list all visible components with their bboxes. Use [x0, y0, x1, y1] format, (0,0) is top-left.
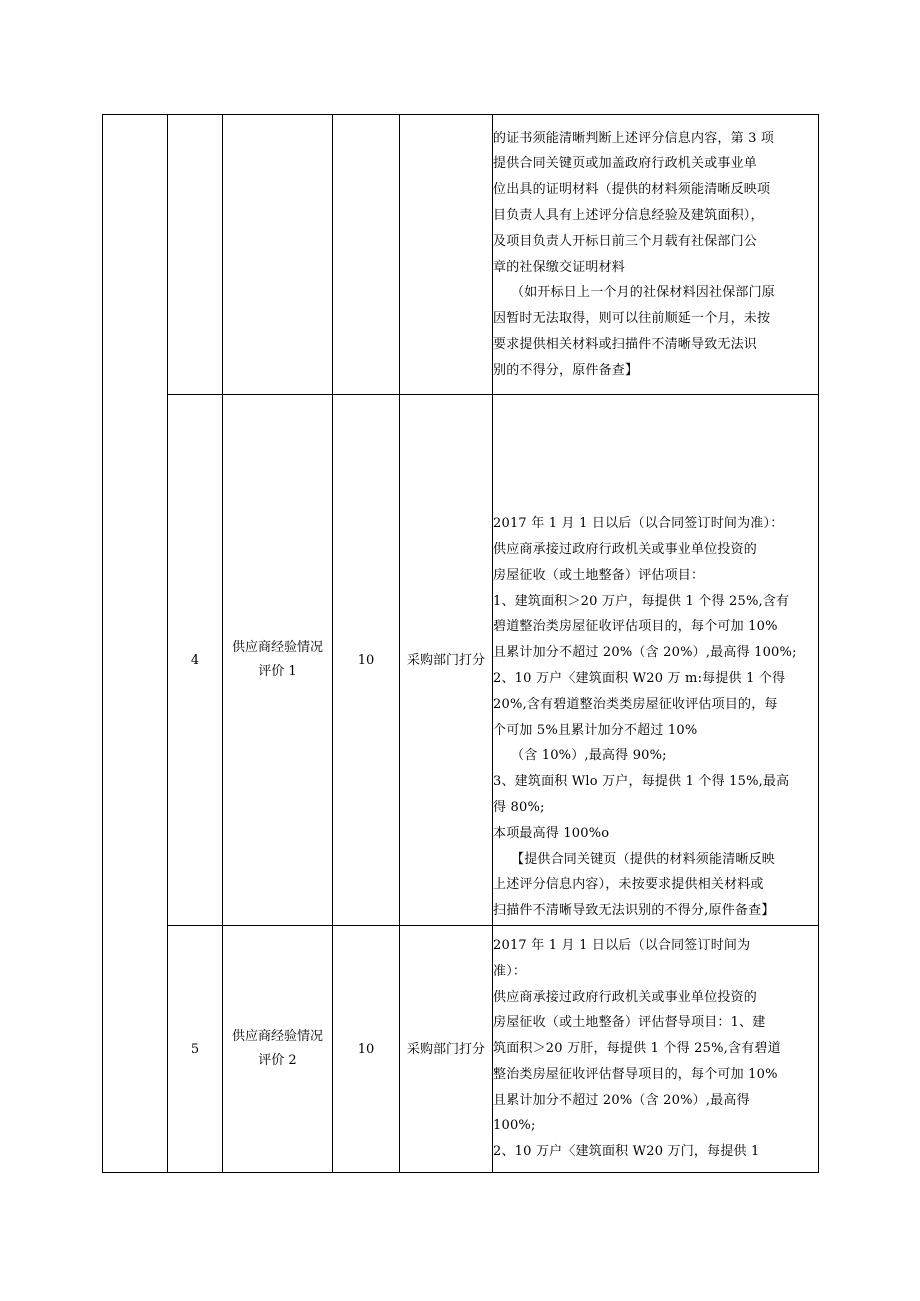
detail-line: （如开标日上一个月的社保材料因社保部门原 [511, 285, 776, 301]
detail-line: 要求提供相关材料或扫描件不清晰导致无法识 [493, 336, 758, 352]
detail-line: 本项最高得 100%o [493, 825, 610, 841]
item-cell: 供应商经验情况评价 2 [223, 926, 333, 1173]
table-row [103, 115, 819, 395]
detail-line: 2017 年 1 月 1 日以后（以合同签订时间为 [493, 937, 751, 953]
detail-line: 个可加 5%且累计加分不超过 10% [493, 722, 698, 738]
method-cell [400, 115, 493, 395]
number-cell [168, 115, 223, 395]
number-cell: 4 [168, 395, 223, 926]
score-cell: 10 [333, 395, 400, 926]
detail-line: 房屋征收（或土地整备）评估督导项目：1、建 [493, 1015, 766, 1031]
method-cell: 采购部门打分 [400, 926, 493, 1173]
detail-line: 供应商承接过政府行政机关或事业单位投资的 [493, 989, 758, 1005]
detail-line: 供应商承接过政府行政机关或事业单位投资的 [493, 542, 758, 558]
detail-line: 别的不得分，原件备查】 [493, 362, 639, 378]
detail-line: 整治类房屋征收评估督导项目的，每个可加 10% [493, 1066, 778, 1082]
detail-line: 目负责人具有上述评分信息经验及建筑面积）， [493, 207, 764, 223]
table-row [103, 395, 819, 926]
detail-line: 2、10 万户〈建筑面积 W20 万 m:每提供 1 个得 [493, 671, 786, 687]
detail-cell [493, 395, 819, 926]
detail-line: （含 10%）,最高得 90%; [511, 748, 667, 764]
score-cell: 10 [333, 926, 400, 1173]
detail-line: 得 80%; [493, 800, 545, 816]
detail-line: 上述评分信息内容），未按要求提供相关材料或 [493, 877, 764, 893]
detail-line: 筑面积＞20 万肝，每提供 1 个得 25%,含有碧道 [493, 1041, 781, 1057]
detail-line: 房屋征收（或土地整备）评估项目： [493, 567, 705, 583]
detail-line: 1、建筑面积＞20 万户，每提供 1 个得 25%,含有 [493, 593, 790, 609]
detail-line: 2017 年 1 月 1 日以后（以合同签订时间为准）： [493, 516, 784, 532]
score-cell [333, 115, 400, 395]
detail-cell [493, 926, 819, 1173]
detail-line: 扫描件不清晰导致无法识别的不得分,原件备查】 [493, 903, 775, 919]
detail-line: 且累计加分不超过 20%（含 20%）,最高得 100%; [493, 645, 797, 661]
detail-line: 2、10 万户〈建筑面积 W20 万门，每提供 1 [493, 1144, 760, 1160]
detail-line: 准）： [493, 963, 527, 979]
detail-line: 碧道整治类房屋征收评估项目的，每个可加 10% [493, 619, 778, 635]
detail-line: 因暂时无法取得，则可以往前顺延一个月，未按 [493, 311, 771, 327]
category-cell [103, 115, 168, 1173]
detail-cell [493, 115, 819, 395]
item-cell [223, 115, 333, 395]
method-cell: 采购部门打分 [400, 395, 493, 926]
detail-line: 100%; [493, 1118, 536, 1134]
detail-line: 的证书须能清晰判断上述评分信息内容，第 3 项 [493, 130, 775, 146]
detail-line: 20%,含有碧道整治类类房屋征收评估项目的，每 [493, 696, 778, 712]
number-cell: 5 [168, 926, 223, 1173]
detail-line: 且累计加分不超过 20%（含 20%）,最高得 [493, 1092, 750, 1108]
table-row [103, 926, 819, 1173]
detail-line: 位出具的证明材料（提供的材料须能清晰反映项 [493, 182, 771, 198]
detail-line: 章的社保缴交证明材料 [493, 259, 626, 275]
detail-line: 【提供合同关键页（提供的材料须能清晰反映 [511, 851, 776, 867]
detail-line: 及项目负责人开标日前三个月载有社保部门公 [493, 233, 758, 249]
detail-line: 提供合同关键页或加盖政府行政机关或事业单 [493, 156, 758, 172]
detail-line: 3、建筑面积 Wlo 万户，每提供 1 个得 15%,最高 [493, 774, 790, 790]
item-cell: 供应商经验情况评价 1 [223, 395, 333, 926]
scoring-table [102, 114, 819, 1173]
